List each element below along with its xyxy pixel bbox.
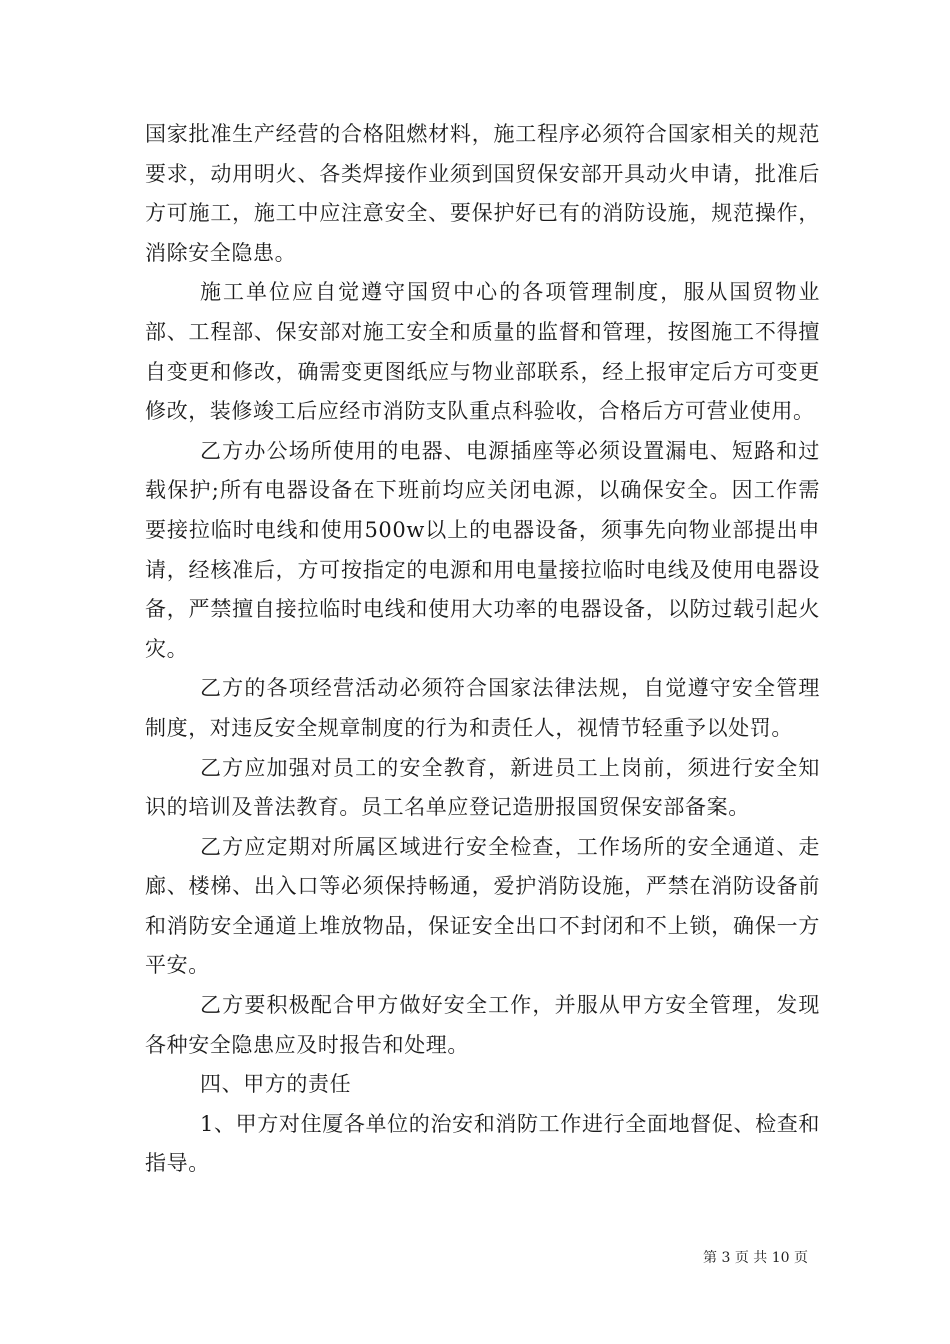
paragraph: 国家批准生产经营的合格阻燃材料，施工程序必须符合国家相关的规范要求，动用明火、各类焊接作业须到国贸保安部开具动火申请，批准后方可施工，施工中应注意安全、要保护好已有的消防设施，规范操作，消除安全隐患。: [145, 122, 820, 265]
paragraph: 乙方应加强对员工的安全教育，新进员工上岗前，须进行安全知识的培训及普法教育。员工名单应登记造册报国贸保安部备案。: [145, 755, 820, 820]
document-body: [145, 115, 820, 1184]
paragraph: 乙方应定期对所属区域进行安全检查，工作场所的安全通道、走廊、楼梯、出入口等必须保持畅通，爱护消防设施，严禁在消防设备前和消防安全通道上堆放物品，保证安全出口不封闭和不上锁，确保一方平安。: [145, 834, 820, 978]
paragraph: 乙方要积极配合甲方做好安全工作，并服从甲方安全管理，发现各种安全隐患应及时报告和处理。: [145, 993, 820, 1057]
page-number-footer: 第 3 页 共 10 页: [703, 1250, 808, 1266]
paragraph: 乙方的各项经营活动必须符合国家法律法规，自觉遵守安全管理制度，对违反安全规章制度的行为和责任人，视情节轻重予以处罚。: [145, 676, 820, 740]
paragraph: 施工单位应自觉遵守国贸中心的各项管理制度，服从国贸物业部、工程部、保安部对施工安全和质量的监督和管理，按图施工不得擅自变更和修改，确需变更图纸应与物业部联系，经上报审定后方可变更修改，装修竣工后应经市消防支队重点科验收，合格后方可营业使用。: [145, 280, 820, 424]
paragraph: 乙方办公场所使用的电器、电源插座等必须设置漏电、短路和过载保护;所有电器设备在下班前均应关闭电源，以确保安全。因工作需要接拉临时电线和使用500w以上的电器设备，须事先向物业部提出申请，经核准后，方可按指定的电源和用电量接拉临时电线及使用电器设备，严禁擅自接拉临时电线和使用大功率的电器设备，以防过载引起火灾。: [145, 438, 820, 661]
section-heading: 四、甲方的责任: [200, 1072, 352, 1097]
paragraph: 1、甲方对住厦各单位的治安和消防工作进行全面地督促、检查和指导。: [145, 1111, 820, 1176]
